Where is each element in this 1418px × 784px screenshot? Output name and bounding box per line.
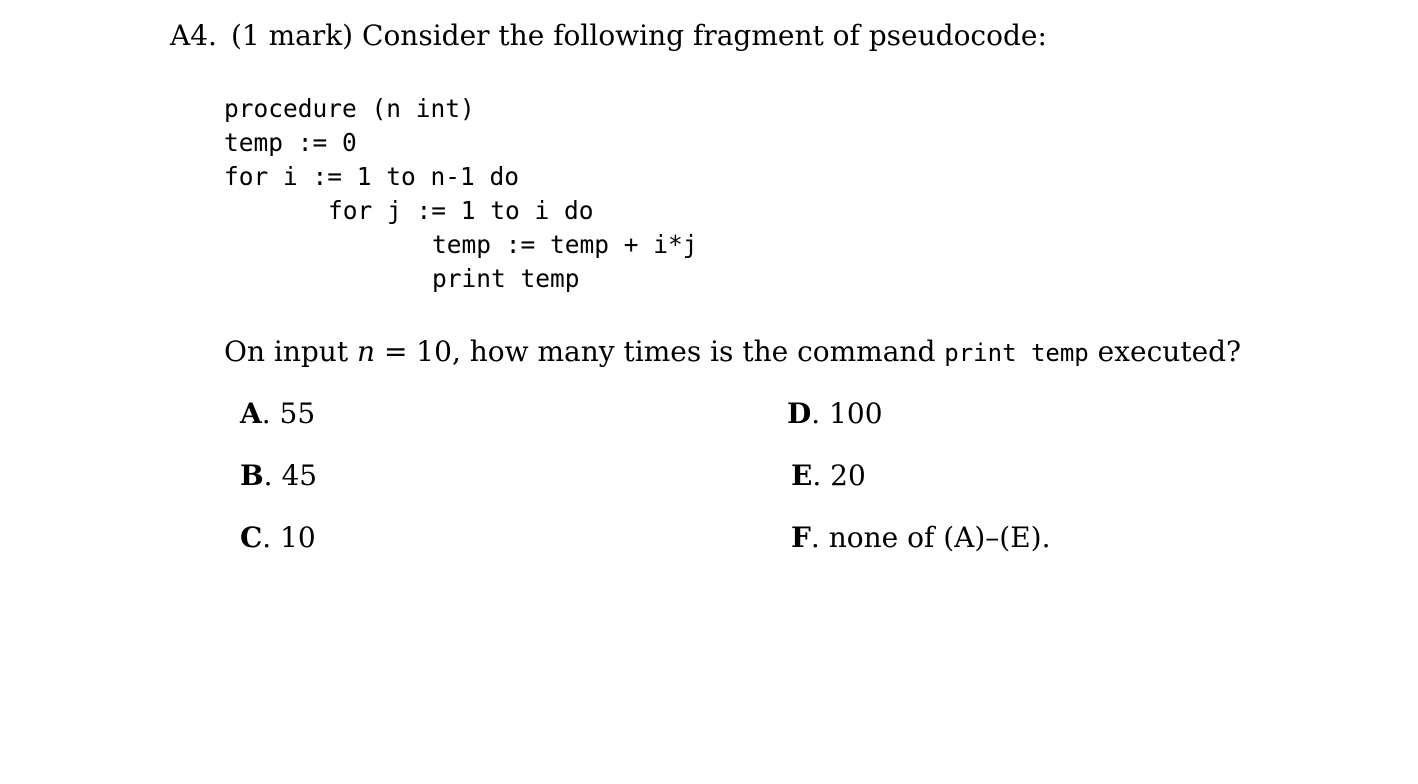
option-text: 20 <box>830 459 866 492</box>
option-letter: E <box>791 459 813 492</box>
option-a[interactable]: A. 55 <box>240 397 316 430</box>
question-text <box>224 332 1241 373</box>
code-line: temp := temp + i*j <box>432 230 698 259</box>
option-f[interactable]: F. none of (A)–(E). <box>791 521 1051 554</box>
option-letter: D <box>787 397 812 430</box>
option-text: 45 <box>281 459 318 492</box>
option-letter: B <box>240 459 264 492</box>
option-letter: A <box>240 397 262 430</box>
code-line: print temp <box>432 264 580 293</box>
code-line: for j := 1 to i do <box>328 196 594 225</box>
question-mark: (1 mark) <box>230 19 354 52</box>
option-text: 10 <box>280 521 316 554</box>
math-variable: n <box>357 335 376 368</box>
option-c[interactable]: C. 10 <box>240 521 316 554</box>
question-number: A4. <box>170 19 217 52</box>
option-text: 100 <box>829 397 883 430</box>
option-d[interactable]: D. 100 <box>787 397 883 430</box>
inline-command: print temp <box>944 339 1089 367</box>
code-line: for i := 1 to n-1 do <box>224 162 520 191</box>
option-b[interactable]: B. 45 <box>240 459 318 492</box>
question-header <box>170 16 1047 56</box>
question-equation: = 10, how many times is the command <box>375 335 945 368</box>
option-letter: F <box>791 521 811 554</box>
option-text: 55 <box>279 397 316 430</box>
question-suffix: executed? <box>1088 335 1242 368</box>
code-line: procedure (n int) <box>224 94 475 123</box>
option-e[interactable]: E. 20 <box>791 459 866 492</box>
question-prompt: Consider the following fragment of pseudocode: <box>362 19 1047 52</box>
option-letter: C <box>240 521 263 554</box>
question-prefix: On input <box>224 335 357 368</box>
code-line: temp := 0 <box>224 128 357 157</box>
pseudocode-block <box>224 92 698 296</box>
option-text: none of (A)–(E). <box>828 521 1051 554</box>
